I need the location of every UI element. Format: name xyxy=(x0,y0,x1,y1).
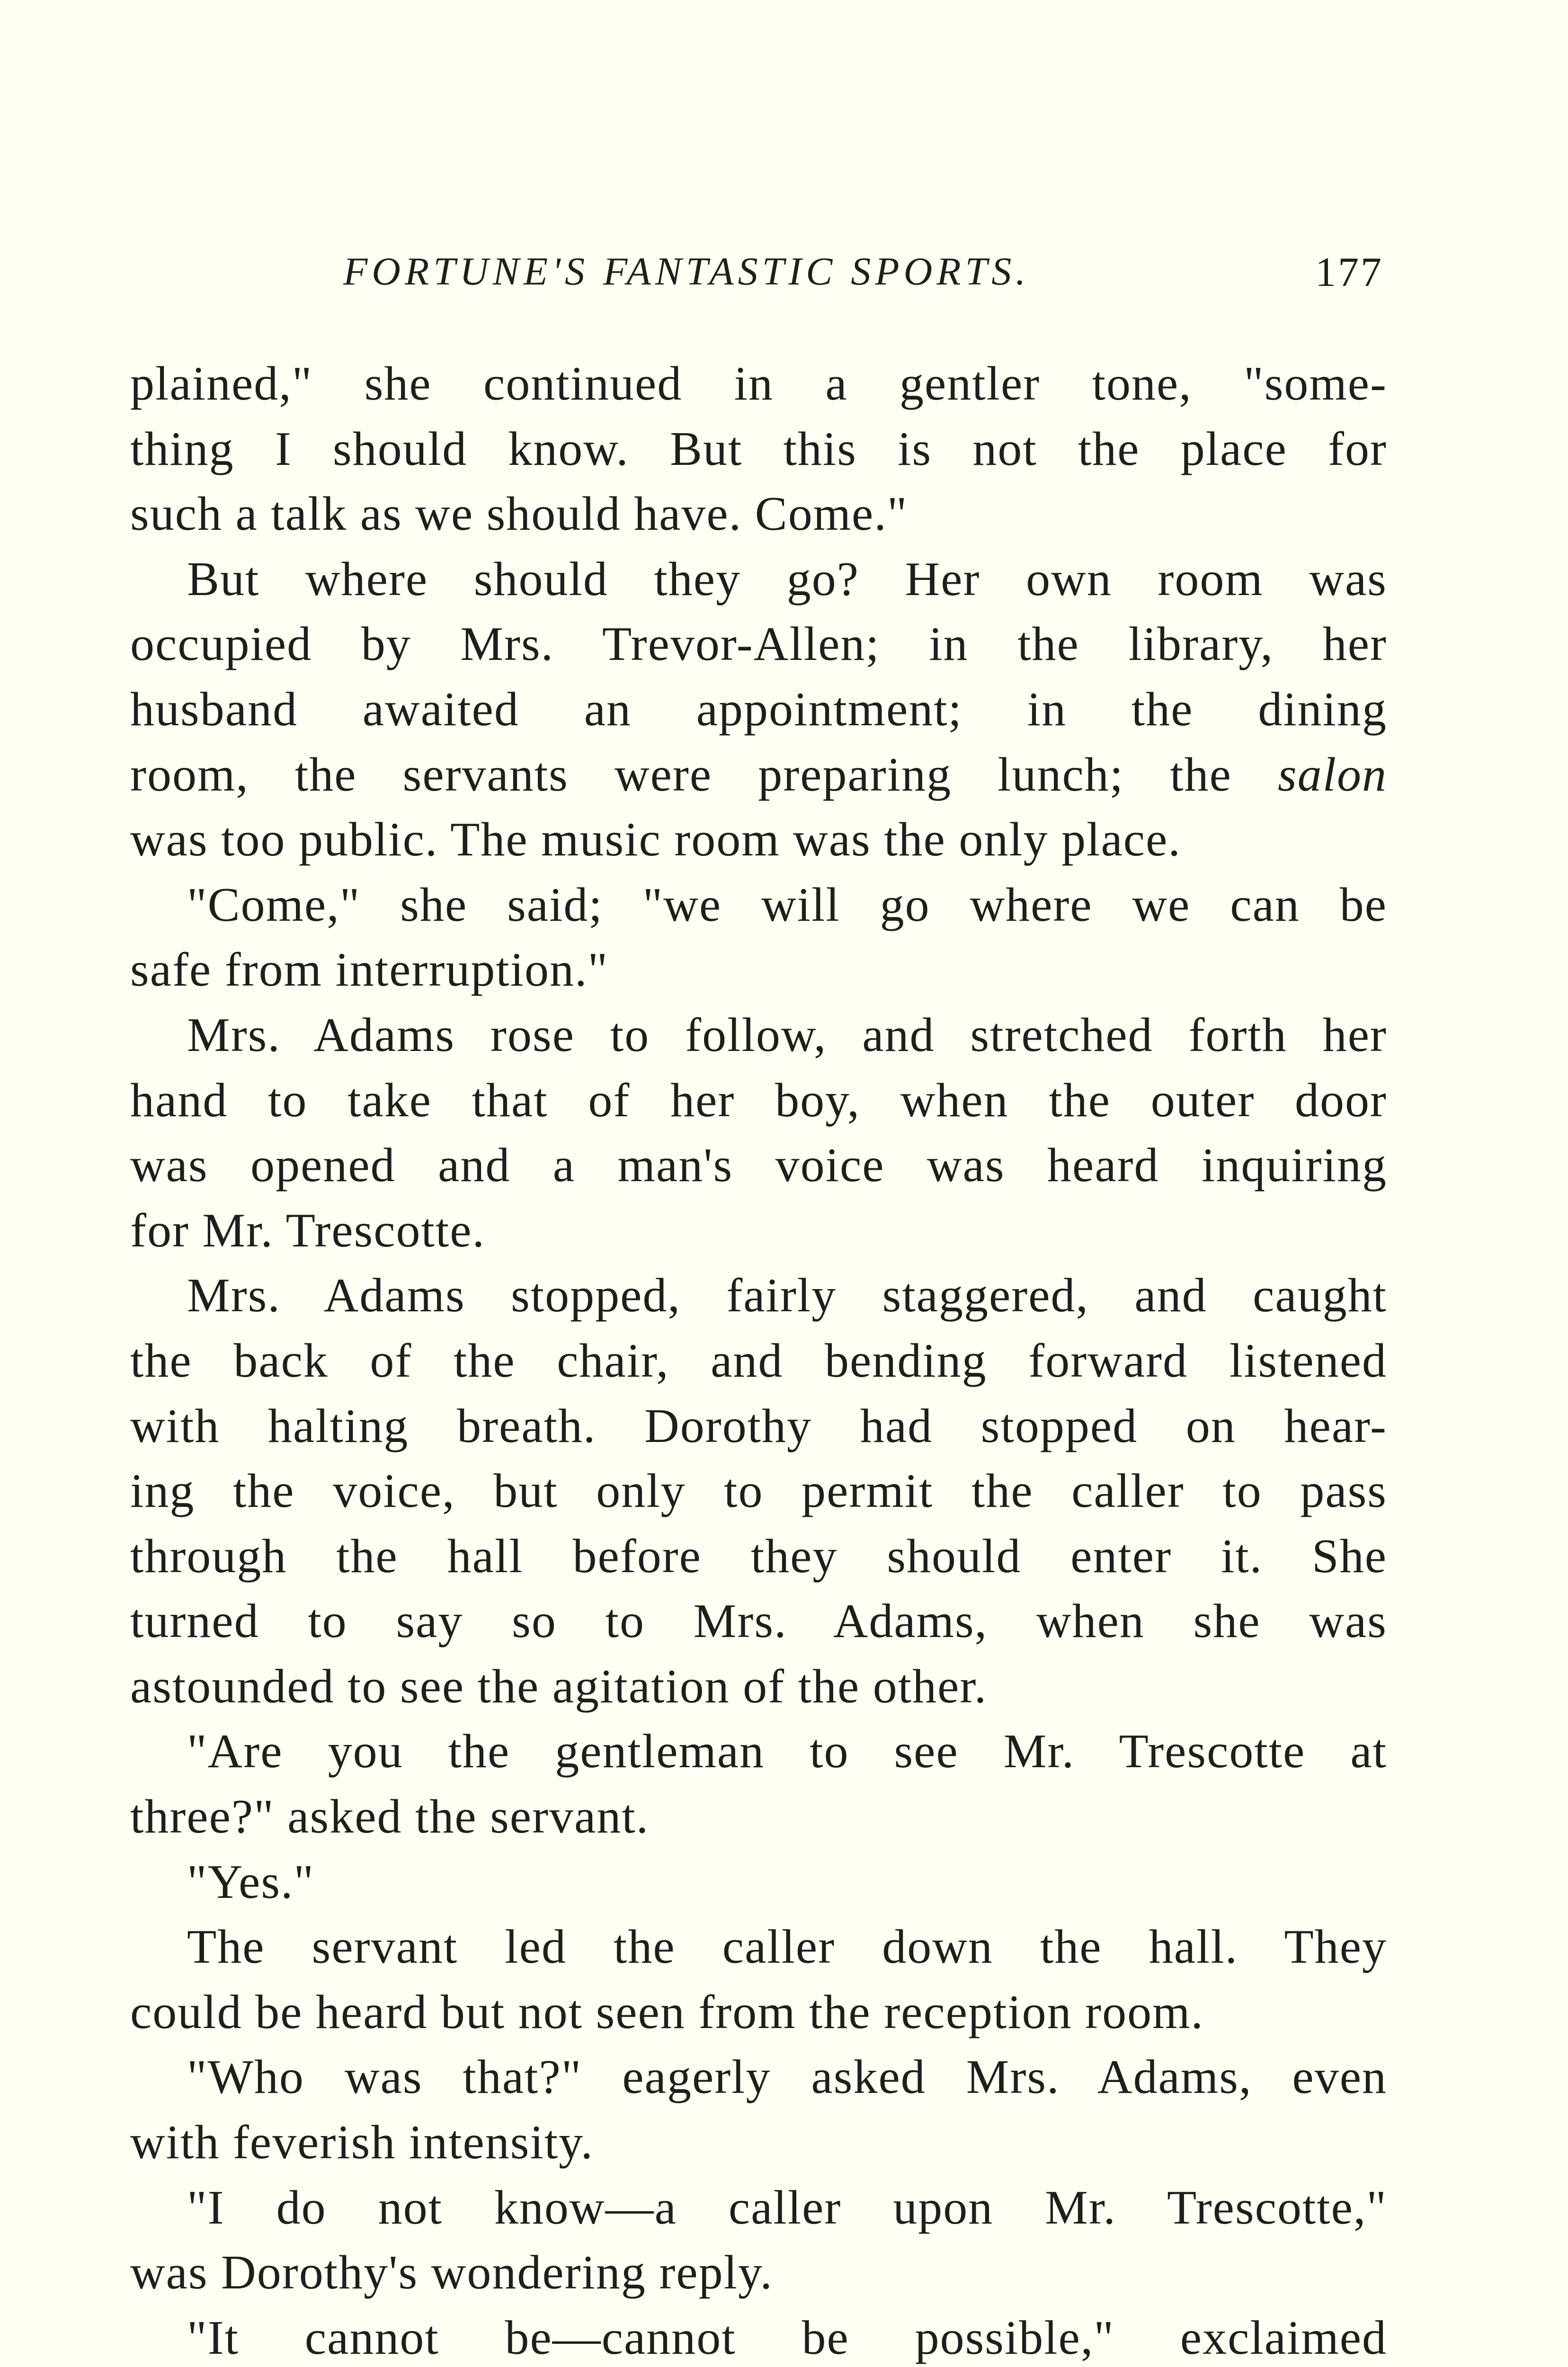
text-line: "Who was that?" eagerly asked Mrs. Adams, even xyxy=(187,2050,1387,2104)
text-line: with feverish intensity. xyxy=(130,2116,594,2170)
text-line: could be heard but not seen from the reception room. xyxy=(130,1985,1204,2039)
text-line: the back of the chair, and bending forward listened xyxy=(130,1334,1387,1388)
text-line: three?" asked the servant. xyxy=(130,1790,650,1844)
text-line: Mrs. Adams stopped, fairly staggered, and caught xyxy=(187,1269,1387,1323)
text-line: husband awaited an appointment; in the dining xyxy=(130,682,1387,736)
text-line: was Dorothy's wondering reply. xyxy=(130,2246,773,2300)
text-line xyxy=(130,742,1387,808)
text-line: for Mr. Trescotte. xyxy=(130,1203,485,1257)
text-line: "It cannot be—cannot be possible," exclaimed xyxy=(187,2311,1387,2365)
page-number: 177 xyxy=(1315,249,1383,295)
text-line-part: room, the servants were preparing lunch; the xyxy=(130,747,1278,801)
running-title: FORTUNE'S FANTASTIC SPORTS. xyxy=(343,249,1030,294)
text-line: with halting breath. Dorothy had stopped on hear- xyxy=(130,1399,1387,1453)
text-line: "I do not know—a caller upon Mr. Trescotte," xyxy=(187,2180,1387,2234)
text-line: was opened and a man's voice was heard inquiring xyxy=(130,1139,1387,1192)
text-line: such a talk as we should have. Come." xyxy=(130,487,908,541)
text-line: ing the voice, but only to permit the caller to pass xyxy=(130,1464,1387,1518)
text-line: through the hall before they should enter it. She xyxy=(130,1529,1387,1583)
text-line: But where should they go? Her own room was xyxy=(187,552,1387,606)
text-line: plained," she continued in a gentler tone, "some- xyxy=(130,357,1387,410)
text-line: safe from interruption." xyxy=(130,943,609,997)
text-line: "Yes." xyxy=(187,1855,315,1909)
text-line: turned to say so to Mrs. Adams, when she was xyxy=(130,1594,1387,1648)
text-line: The servant led the caller down the hall. They xyxy=(187,1920,1387,1974)
text-line: "Are you the gentleman to see Mr. Trescotte at xyxy=(187,1725,1387,1779)
text-line: Mrs. Adams rose to follow, and stretched forth her xyxy=(187,1008,1387,1062)
running-head xyxy=(130,249,1383,305)
italic-word: salon xyxy=(1277,747,1387,801)
text-line: "Come," she said; "we will go where we can be xyxy=(187,878,1387,932)
text-line: was too public. The music room was the only place. xyxy=(130,813,1181,867)
text-line: astounded to see the agitation of the other. xyxy=(130,1659,988,1713)
text-line: hand to take that of her boy, when the outer door xyxy=(130,1073,1387,1127)
body-text xyxy=(130,351,1387,2367)
text-line: thing I should know. But this is not the place for xyxy=(130,422,1387,476)
text-line: occupied by Mrs. Trevor-Allen; in the library, her xyxy=(130,617,1387,671)
